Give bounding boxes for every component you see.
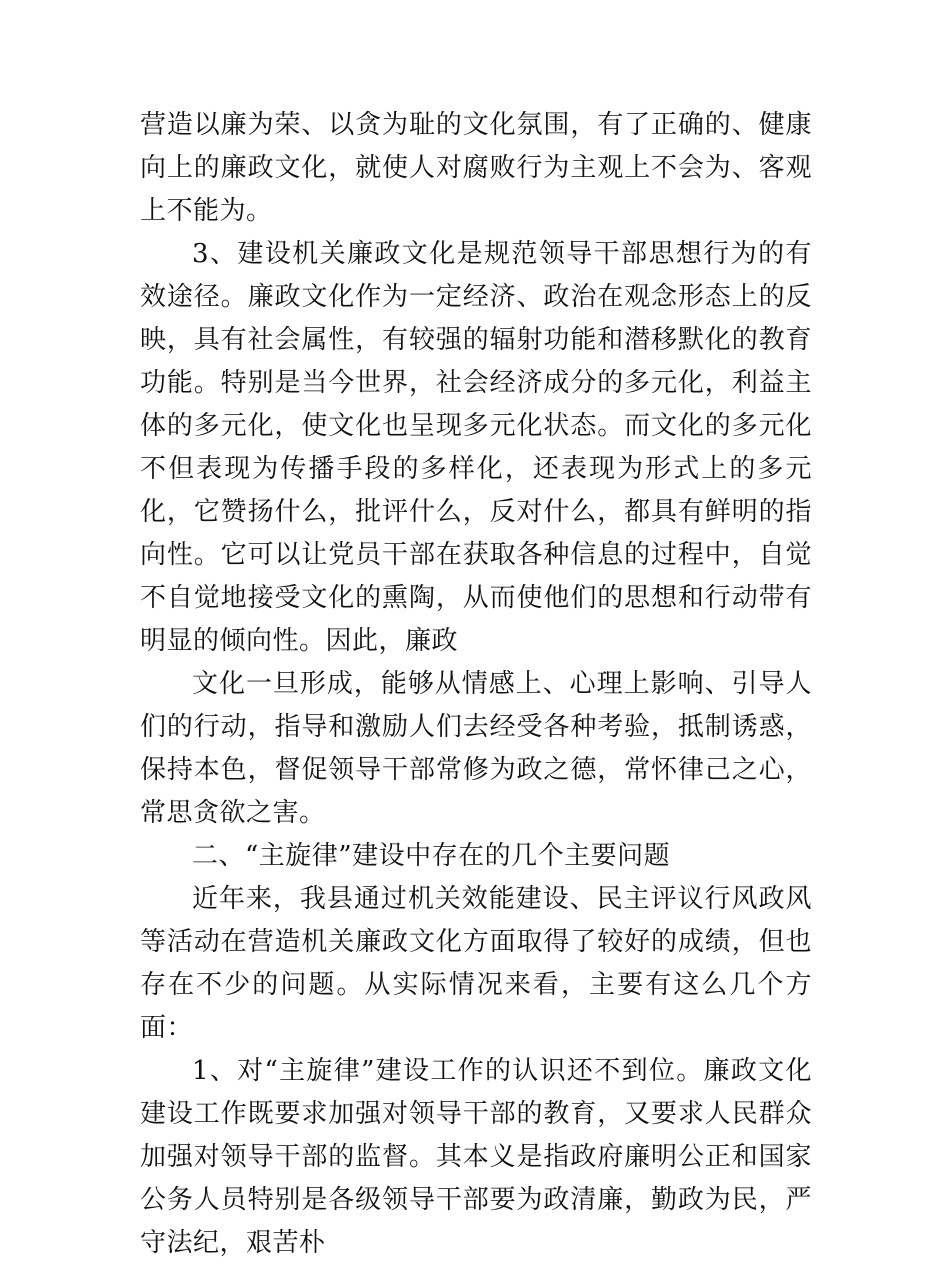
paragraph-2: 3、建设机关廉政文化是规范领导干部思想行为的有效途径。廉政文化作为一定经济、政治在观念形态上的反映，具有社会属性，有较强的辐射功能和潜移默化的教育功能。特别是当今世界，社会经济成分的多元化，利益主体的多元化，使文化也呈现多元化状态。而文化的多元化不但表现为传播手段的多样化，还表现为形式上的多元化，它赞扬什么，批评什么，反对什么，都具有鲜明的指向性。它可以让党员干部在获取各种信息的过程中，自觉不自觉地接受文化的熏陶，从而使他们的思想和行动带有明显的倾向性。因此，廉政 [140, 239, 812, 656]
paragraph-1: 营造以廉为荣、以贪为耻的文化氛围，有了正确的、健康向上的廉政文化，就使人对腐败行为主观上不会为、客观上不能为。 [140, 110, 812, 226]
paragraph-4: 近年来，我县通过机关效能建设、民主评议行风政风等活动在营造机关廉政文化方面取得了较好的成绩，但也存在不少的问题。从实际情况来看，主要有这么几个方面： [140, 884, 812, 1043]
section-heading: 二、“主旋律”建设中存在的几个主要问题 [192, 841, 671, 871]
paragraph-3: 文化一旦形成，能够从情感上、心理上影响、引导人们的行动，指导和激励人们去经受各种考验，抵制诱惑，保持本色，督促领导干部常修为政之德，常怀律己之心，常思贪欲之害。 [140, 669, 812, 828]
paragraph-5: 1、对“主旋律”建设工作的认识还不到位。廉政文化建设工作既要求加强对领导干部的教育，又要求人民群众加强对领导干部的监督。其本义是指政府廉明公正和国家公务人员特别是各级领导干部要为政清廉，勤政为民，严守法纪，艰苦朴 [140, 1056, 812, 1258]
document-body [140, 104, 812, 1265]
